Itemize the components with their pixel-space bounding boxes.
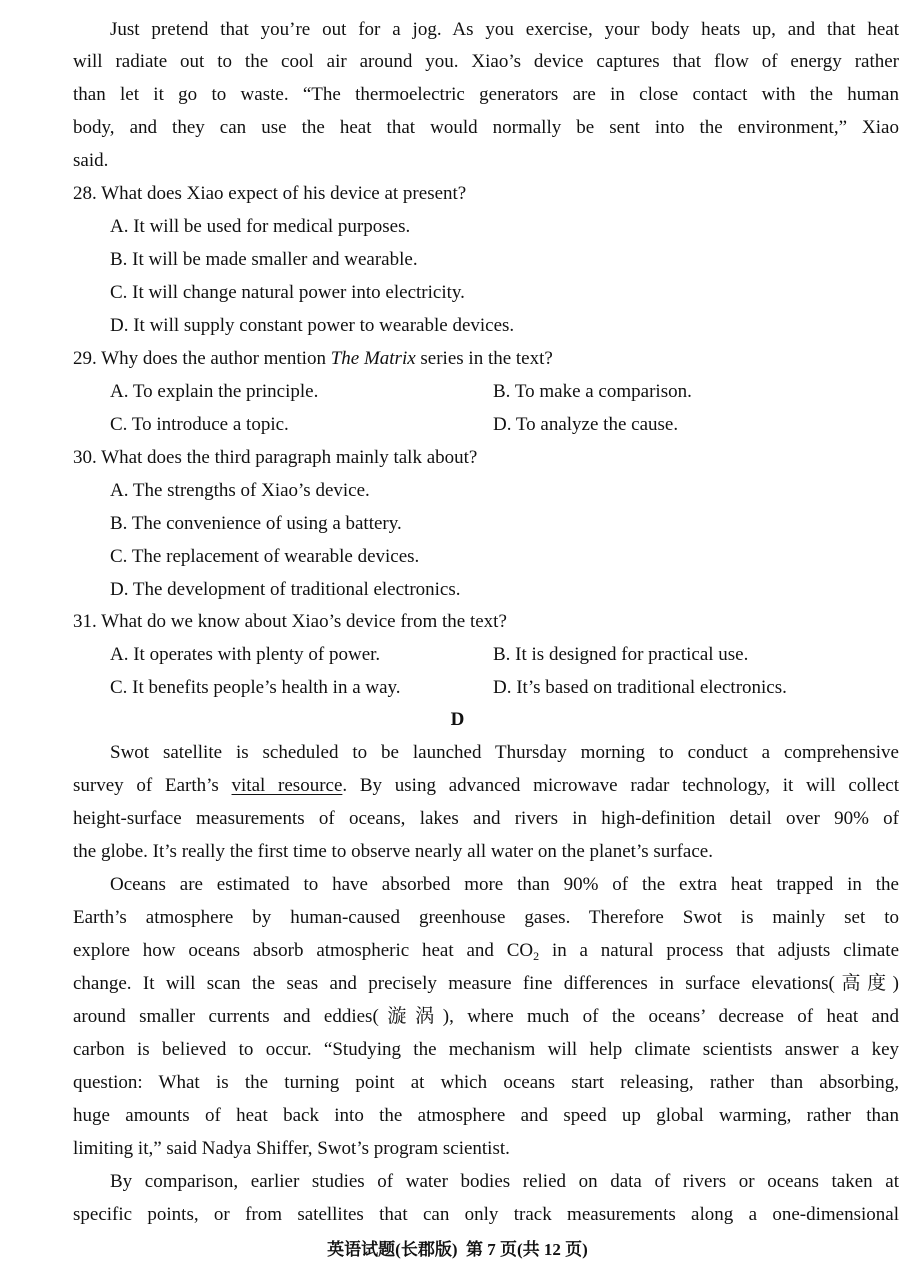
question-31-stem: 31. What do we know about Xiao’s device from the text?	[73, 611, 507, 632]
question-28-option-a: A. It will be used for medical purposes.	[110, 216, 411, 237]
question-29-stem-title: The Matrix	[330, 348, 416, 369]
question-28-option-d: D. It will supply constant power to wearable devices.	[110, 315, 515, 336]
passage-d-p1-line2-post: . By using advanced microwave radar technology, it will collect	[342, 775, 899, 796]
question-30-option-b: B. The convenience of using a battery.	[110, 513, 402, 534]
question-29-option-b: B. To make a comparison.	[493, 381, 692, 402]
passage-d-p2-line: Earth’s atmosphere by human-caused greenhouse gases. Therefore Swot is mainly set to	[73, 907, 899, 928]
passage-d-p2-line: Oceans are estimated to have absorbed more than 90% of the extra heat trapped in the	[110, 874, 899, 895]
passage-d-p3-line: By comparison, earlier studies of water bodies relied on data of rivers or oceans taken at	[110, 1171, 899, 1192]
question-31-option-a: A. It operates with plenty of power.	[110, 644, 381, 665]
passage-d-p2-line3-post: in a natural process that adjusts climate	[539, 940, 899, 961]
question-28-option-c: C. It will change natural power into electricity.	[110, 282, 465, 303]
question-29-stem-post: series in the text?	[415, 348, 553, 369]
co2-subscript: 2	[533, 949, 540, 963]
question-29-option-d: D. To analyze the cause.	[493, 414, 679, 435]
passage-d-p2-line	[73, 939, 899, 963]
passage-d-p2-line: carbon is believed to occur. “Studying the mechanism will help climate scientists answer a key	[73, 1039, 899, 1060]
passage-c-line: than let it go to waste. “The thermoelectric generators are in close contact with the human	[73, 84, 899, 105]
passage-d-heading: D	[450, 709, 465, 730]
passage-c-line: body, and they can use the heat that would normally be sent into the environment,” Xiao	[73, 117, 899, 138]
question-29-option-a: A. To explain the principle.	[110, 381, 319, 402]
question-30-option-a: A. The strengths of Xiao’s device.	[110, 480, 370, 501]
question-31-option-c: C. It benefits people’s health in a way.	[110, 677, 401, 698]
passage-c-line: Just pretend that you’re out for a jog. As you exercise, your body heats up, and that heat	[110, 19, 899, 40]
passage-d-p2-line: around smaller currents and eddies(漩涡), where much of the oceans’ decrease of heat and	[73, 1006, 899, 1027]
passage-d-p1-line: Swot satellite is scheduled to be launched Thursday morning to conduct a comprehensive	[110, 742, 899, 763]
passage-d-p2-line: question: What is the turning point at which oceans start releasing, rather than absorbing,	[73, 1072, 899, 1093]
question-29-option-c: C. To introduce a topic.	[110, 414, 289, 435]
passage-d-p2-line3-pre: explore how oceans absorb atmospheric heat and CO	[73, 940, 534, 961]
passage-d-p1-line: height-surface measurements of oceans, lakes and rivers in high-definition detail over 90% of	[73, 808, 899, 829]
underlined-phrase: vital resource	[231, 775, 343, 796]
question-31-option-b: B. It is designed for practical use.	[493, 644, 749, 665]
question-31-option-d: D. It’s based on traditional electronics.	[493, 677, 787, 698]
passage-d-p1-line2-pre: survey of Earth’s	[73, 775, 232, 796]
question-30-stem: 30. What does the third paragraph mainly talk about?	[73, 447, 478, 468]
question-28-stem: 28. What does Xiao expect of his device at present?	[73, 183, 467, 204]
question-30-option-c: C. The replacement of wearable devices.	[110, 546, 420, 567]
question-28-option-b: B. It will be made smaller and wearable.	[110, 249, 418, 270]
passage-d-p1-line	[73, 774, 899, 798]
question-29-stem-pre: 29. Why does the author mention	[73, 348, 331, 369]
passage-d-p1-line: the globe. It’s really the first time to observe nearly all water on the planet’s surface.	[73, 841, 713, 862]
page-footer: 英语试题(长郡版) 第 7 页(共 12 页)	[327, 1240, 588, 1259]
passage-d-p2-line: change. It will scan the seas and precisely measure fine differences in surface elevations(高度)	[73, 973, 899, 994]
passage-c-line: will radiate out to the cool air around you. Xiao’s device captures that flow of energy rather	[73, 51, 899, 72]
question-29-stem	[73, 347, 553, 371]
question-30-option-d: D. The development of traditional electronics.	[110, 579, 461, 600]
passage-d-p3-line: specific points, or from satellites that can only track measurements along a one-dimensional	[73, 1204, 899, 1225]
passage-c-line: said.	[73, 150, 109, 171]
passage-d-p2-line: huge amounts of heat back into the atmosphere and speed up global warming, rather than	[73, 1105, 899, 1126]
passage-d-p2-line: limiting it,” said Nadya Shiffer, Swot’s program scientist.	[73, 1138, 510, 1159]
